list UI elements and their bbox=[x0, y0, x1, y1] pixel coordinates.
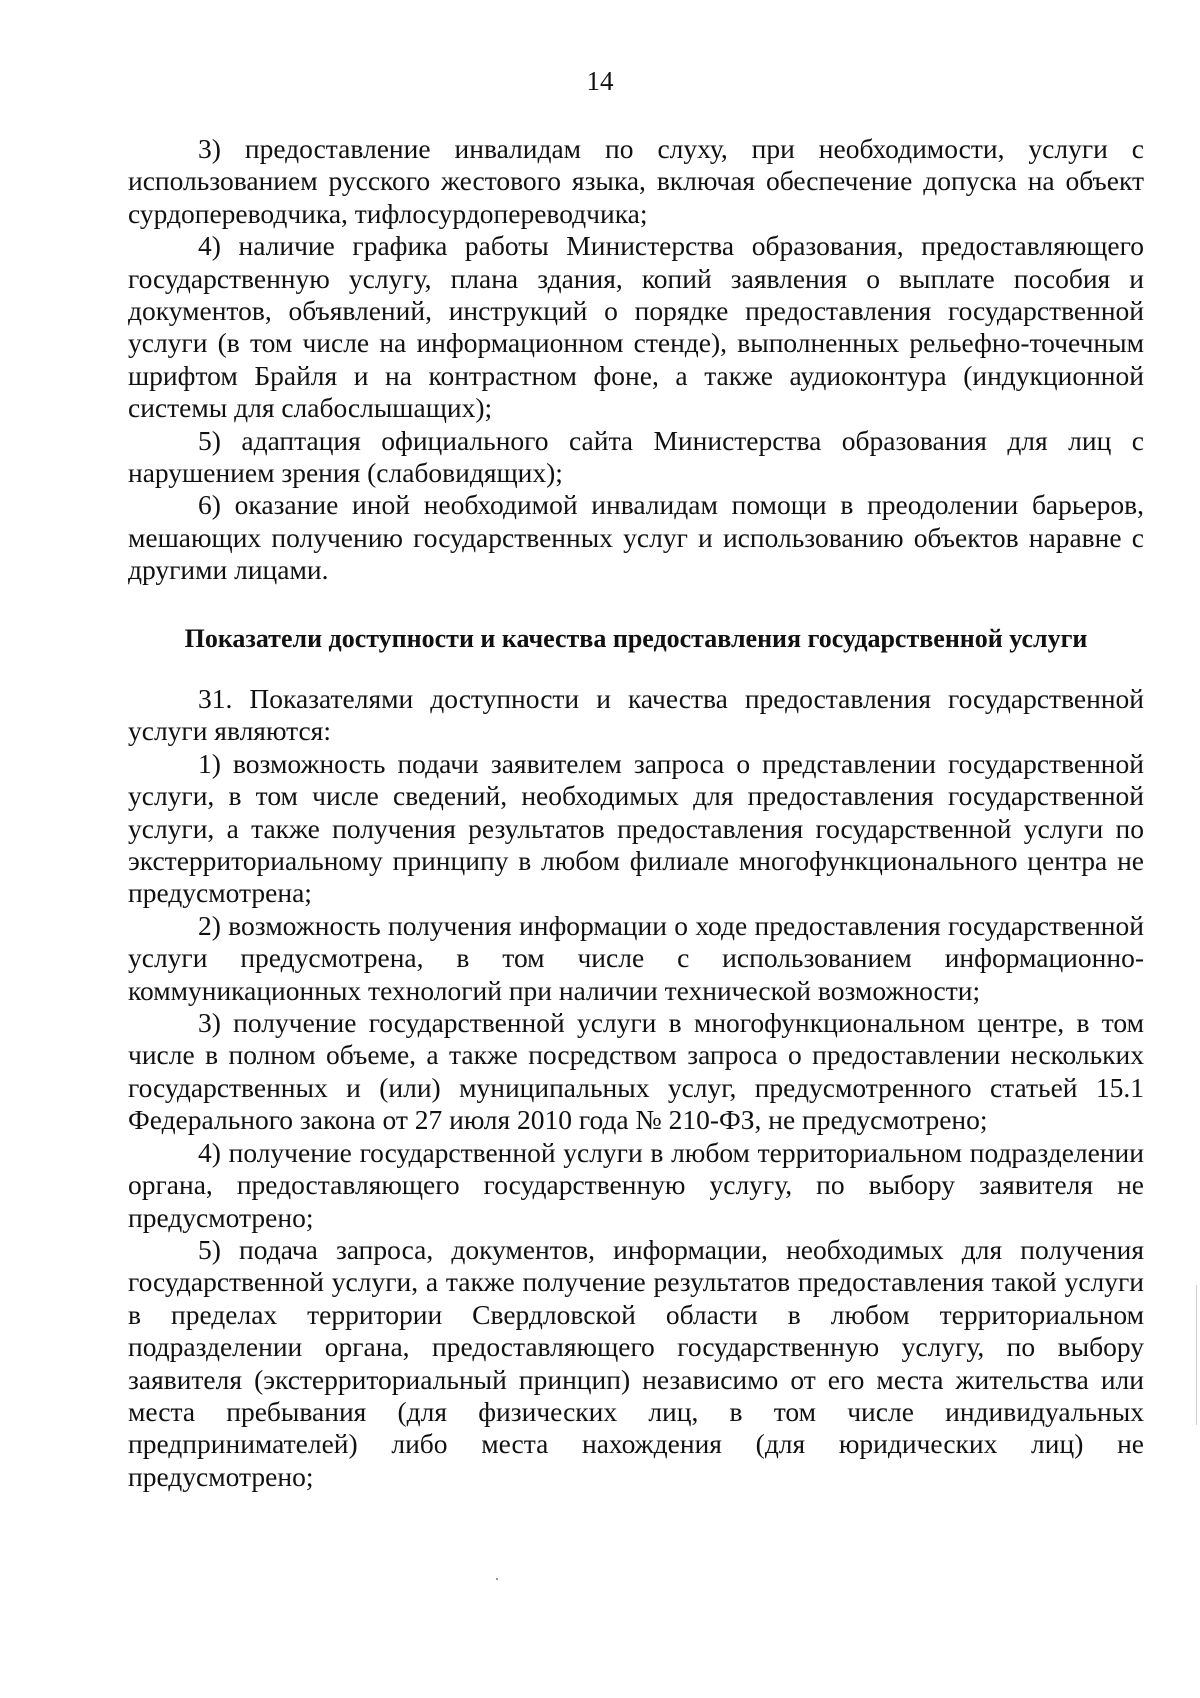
quality-indicators-list bbox=[128, 683, 1144, 1493]
list-item: 2) возможность получения информации о ходе предоставления государственной услуги предусмотрена, в том числе с использованием информационно-коммуникационных технологий при наличии технической возможности; bbox=[128, 909, 1144, 1006]
section-heading: Показатели доступности и качества предоставления государственной услуги bbox=[184, 624, 1088, 653]
list-item: 1) возможность подачи заявителем запроса о представлении государственной услуги, в том числе сведений, необходимых для предоставления государственной услуги, а также получения результатов предоставления государственной услуги по экстерриториальному принципу в любом филиале многофункционального центра не предусмотрена; bbox=[128, 747, 1144, 909]
list-item: 4) наличие графика работы Министерства образования, предоставляющего государственную услугу, плана здания, копий заявления о выплате пособия и документов, объявлений, инструкций о порядке предоставления государственной услуги (в том числе на информационном стенде), выполненных рельефно-точечным шрифтом Брайля и на контрастном фоне, а также аудиоконтура (индукционной системы для слабослышащих); bbox=[128, 230, 1144, 424]
list-item: 5) подача запроса, документов, информации, необходимых для получения государственной услуги, а также получение результатов предоставления такой услуги в пределах территории Свердловской области в любом территориальном подразделении органа, предоставляющего государственную услугу, по выбору заявителя (экстерриториальный принцип) независимо от его места жительства или места пребывания (для физических лиц, в том числе индивидуальных предпринимателей) либо места нахождения (для юридических лиц) не предусмотрено; bbox=[128, 1233, 1144, 1492]
list-item: 4) получение государственной услуги в любом территориальном подразделении органа, предоставляющего государственную услугу, по выбору заявителя не предусмотрено; bbox=[128, 1136, 1144, 1233]
accessibility-measures-list bbox=[128, 133, 1144, 587]
scan-edge-line bbox=[1196, 1285, 1197, 1425]
list-item: 3) предоставление инвалидам по слуху, при необходимости, услуги с использованием русского жестового языка, включая обеспечение допуска на объект сурдопереводчика, тифлосурдопереводчика; bbox=[128, 133, 1144, 229]
page-number: 14 bbox=[586, 66, 614, 96]
scan-dot-mark bbox=[496, 1578, 498, 1580]
list-item: 6) оказание иной необходимой инвалидам помощи в преодолении барьеров, мешающих получению государственных услуг и использованию объектов наравне с другими лицами. bbox=[128, 489, 1144, 586]
clause-intro: 31. Показателями доступности и качества предоставления государственной услуги являются: bbox=[128, 683, 1144, 747]
list-item: 5) адаптация официального сайта Министерства образования для лиц с нарушением зрения (слабовидящих); bbox=[128, 424, 1144, 489]
list-item: 3) получение государственной услуги в многофункциональном центре, в том числе в полном объеме, а также посредством запроса о предоставлении нескольких государственных и (или) муниципальных услуг, предусмотренного статьей 15.1 Федерального закона от 27 июля 2010 года № 210-ФЗ, не предусмотрено; bbox=[128, 1007, 1144, 1136]
